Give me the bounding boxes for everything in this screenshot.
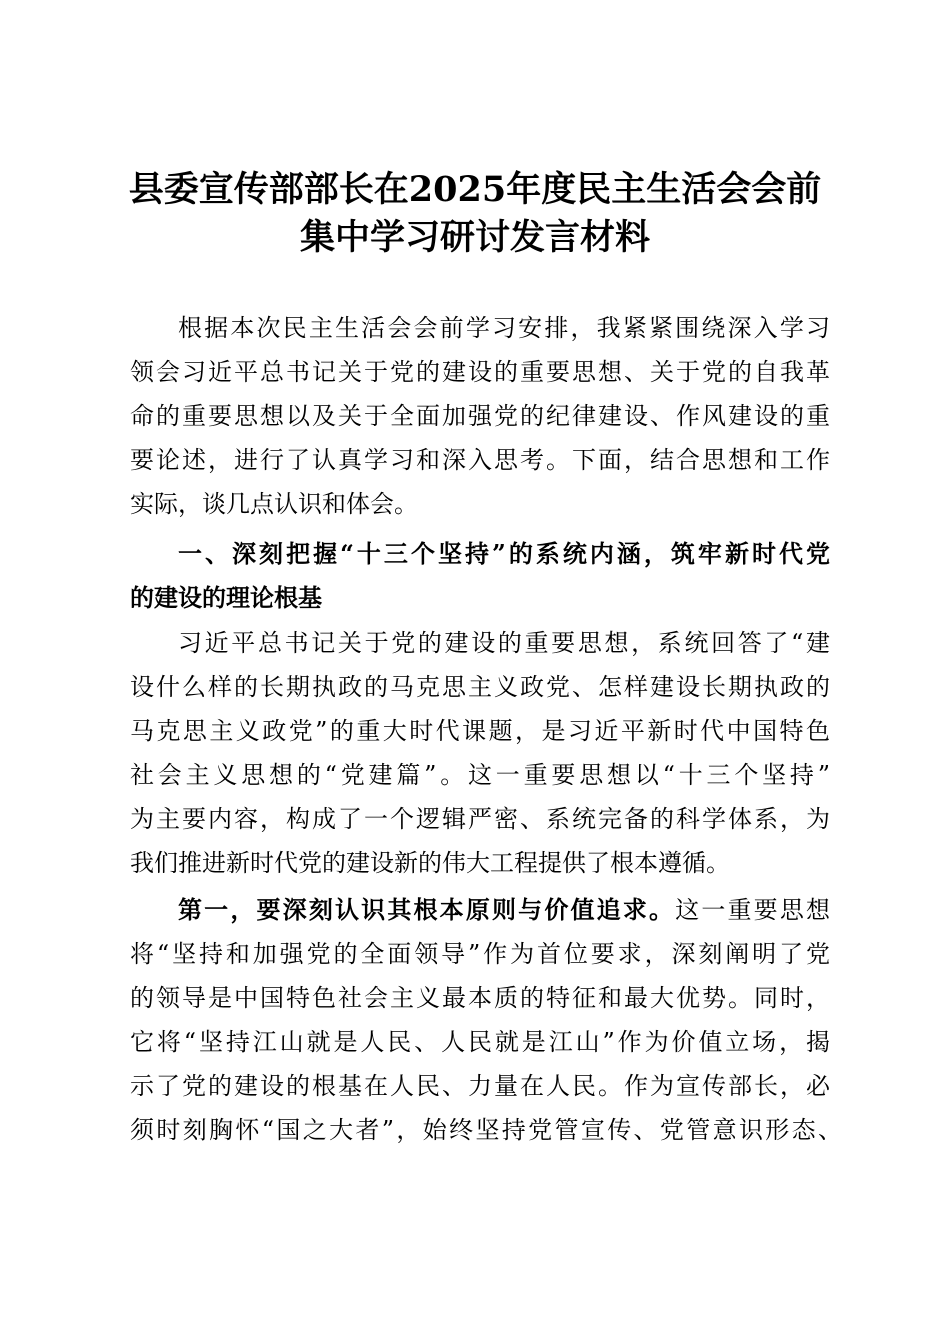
- paragraph-line: 社会主义思想的“党建篇”。这一重要思想以“十三个坚持”: [130, 761, 830, 789]
- paragraph-line: 示了党的建设的根基在人民、力量在人民。作为宣传部长，必: [130, 1072, 830, 1100]
- paragraph-line: 实际，谈几点认识和体会。: [130, 490, 418, 518]
- paragraph-line: 的领导是中国特色社会主义最本质的特征和最大优势。同时，: [130, 984, 830, 1012]
- paragraph-line: 须时刻胸怀“国之大者”，始终坚持党管宣传、党管意识形态、: [130, 1116, 842, 1144]
- point-text: 这一重要思想: [675, 896, 831, 924]
- point-lead: 第一，要深刻认识其根本原则与价值追求。: [178, 895, 676, 924]
- document-title-line-2: 集中学习研讨发言材料: [299, 217, 650, 258]
- paragraph-line: 命的重要思想以及关于全面加强党的纪律建设、作风建设的重: [130, 402, 830, 430]
- section-heading-line: 的建设的理论根基: [130, 583, 322, 612]
- paragraph-line: 领会习近平总书记关于党的建设的重要思想、关于党的自我革: [130, 358, 830, 386]
- paragraph-line: 我们推进新时代党的建设新的伟大工程提供了根本遵循。: [130, 849, 730, 877]
- paragraph-line: [178, 888, 830, 932]
- paragraph-line: 要论述，进行了认真学习和深入思考。下面，结合思想和工作: [130, 446, 830, 474]
- paragraph-line: 设什么样的长期执政的马克思主义政党、怎样建设长期执政的: [130, 673, 830, 701]
- paragraph-line: 为主要内容，构成了一个逻辑严密、系统完备的科学体系，为: [130, 805, 830, 833]
- paragraph-line: 习近平总书记关于党的建设的重要思想，系统回答了“建: [178, 629, 830, 657]
- document-title-line-1: 县委宣传部部长在2025年度民主生活会会前: [128, 169, 822, 210]
- section-heading-line: 一、深刻把握“十三个坚持”的系统内涵，筑牢新时代党: [178, 539, 830, 568]
- paragraph-line: 将“坚持和加强党的全面领导”作为首位要求，深刻阐明了党: [130, 940, 830, 968]
- paragraph-line: 它将“坚持江山就是人民、人民就是江山”作为价值立场，揭: [130, 1028, 830, 1056]
- paragraph-line: 根据本次民主生活会会前学习安排，我紧紧围绕深入学习: [178, 314, 830, 342]
- paragraph-line: 马克思主义政党”的重大时代课题，是习近平新时代中国特色: [130, 717, 830, 745]
